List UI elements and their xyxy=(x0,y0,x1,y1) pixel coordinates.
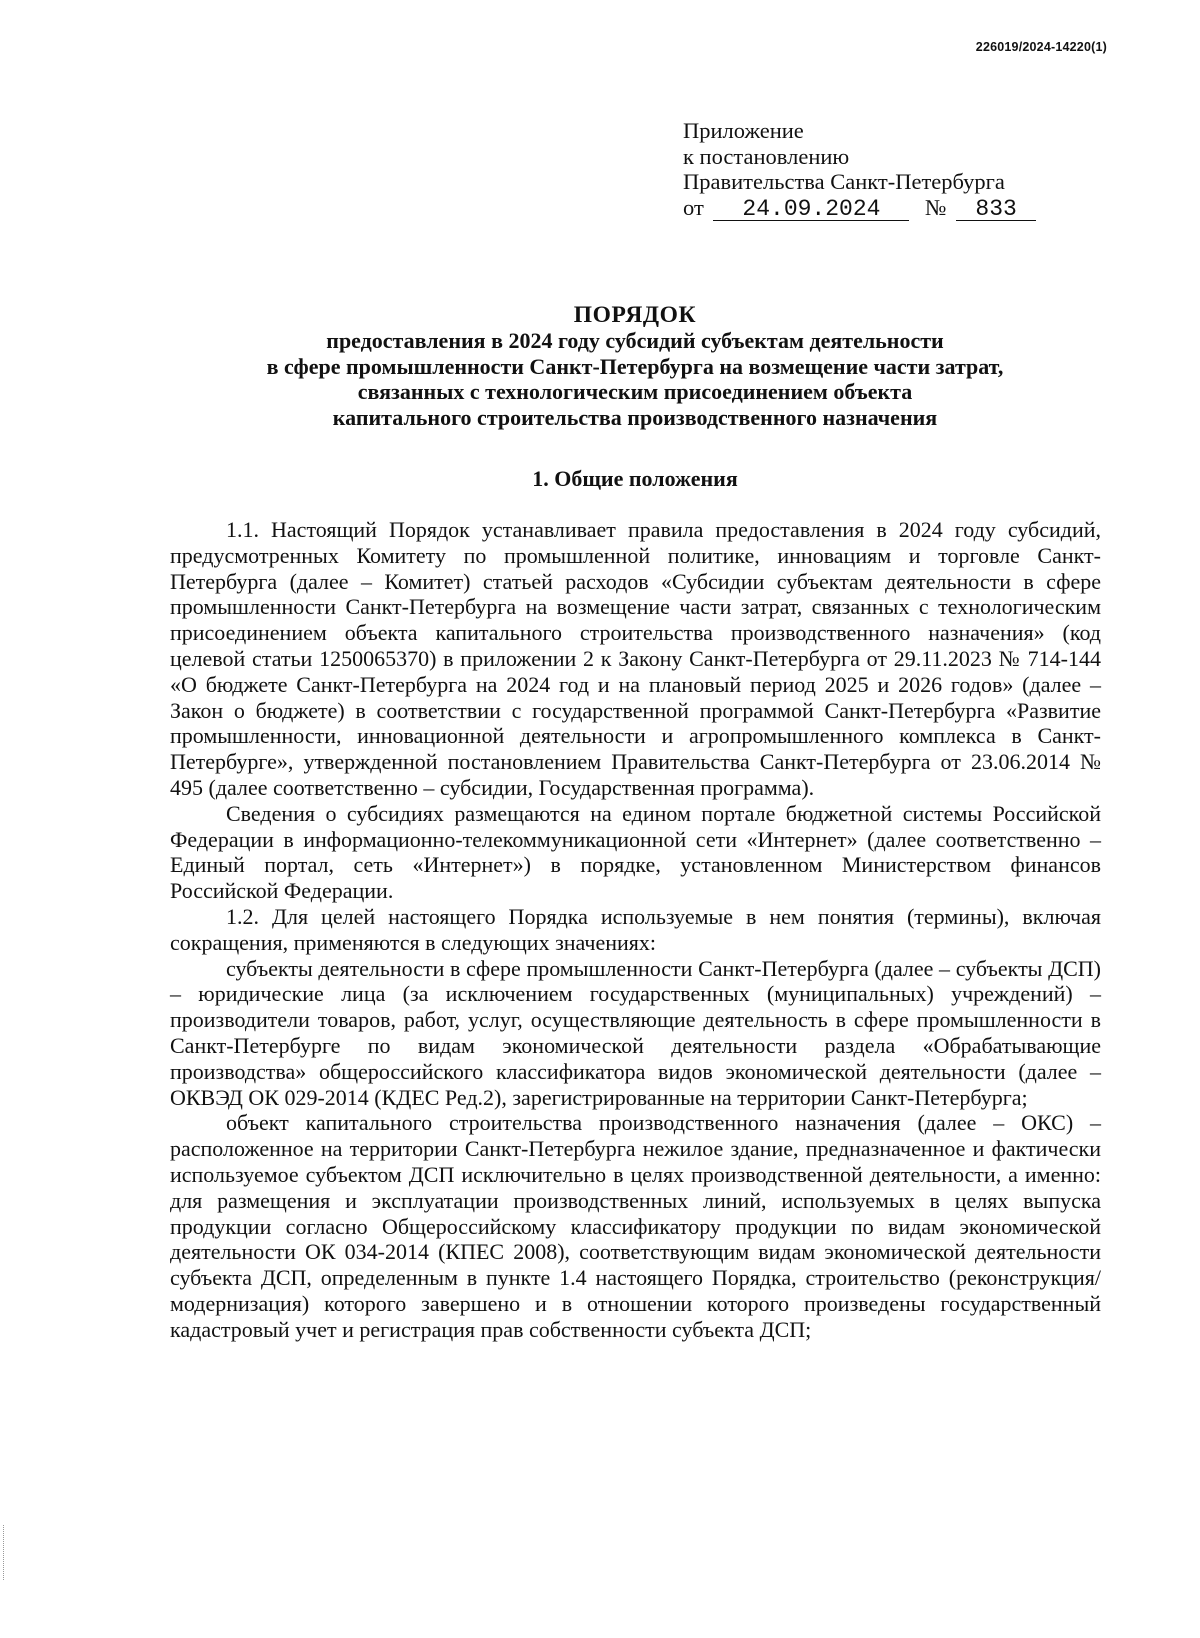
document-subtitle-line: капитального строительства производственного назначения xyxy=(332,404,938,430)
appendix-line: Приложение xyxy=(683,118,804,143)
document-subtitle-line: в сфере промышленности Санкт-Петербурга на возмещение части затрат, xyxy=(266,353,1004,379)
paragraph: объект капитального строительства производственного назначения (далее – ОКС) – расположенное на территории Санкт-Петербурга нежилое здание, предназначенное и фактически используемое субъектом ДСП исключительно в целях производственной деятельности, а именно: для размещения и эксплуатации производственных линий, используемых в целях выпуска продукции согласно Общероссийскому классификатору продукции по видам экономической деятельности ОК 034-2014 (КПЕС 2008), соответствующим видам экономической деятельности субъекта ДСП, определенным в пункте 1.4 настоящего Порядка, строительство (реконструкция/модернизация) которого завершено и в отношении которого произведены государственный кадастровый учет и регистрация прав собственности субъекта ДСП; xyxy=(170,1110,1101,1342)
paragraph: Сведения о субсидиях размещаются на едином портале бюджетной системы Российской Федерации в информационно-телекоммуникационной сети «Интернет» (далее соответственно – Единый портал, сеть «Интернет») в порядке, установленном Министерством финансов Российской Федерации. xyxy=(170,800,1101,904)
document-title: ПОРЯДОК xyxy=(573,302,697,328)
paragraph: 1.2. Для целей настоящего Порядка используемые в нем понятия (термины), включая сокращения, применяются в следующих значениях: xyxy=(170,903,1101,955)
paragraph: 1.1. Настоящий Порядок устанавливает правила предоставления в 2024 году субсидий, предусмотренных Комитету по промышленной политике, инновациям и торговле Санкт-Петербурга (далее – Комитет) статьей расходов «Субсидии субъектам деятельности в сфере промышленности Санкт-Петербурга на возмещение части затрат, связанных с технологическим присоединением объекта капитального строительства производственного назначения» (код целевой статьи 1250065370) в приложении 2 к Закону Санкт-Петербурга от 29.11.2023 № 714-144 «О бюджете Санкт-Петербурга на 2024 год и на плановый период 2025 и 2026 годов» (далее – Закон о бюджете) в соответствии с государственной программой Санкт-Петербурга «Развитие промышленности, инновационной деятельности и агропромышленного комплекса в Санкт-Петербурге», утвержденной постановлением Правительства Санкт-Петербурга от 23.06.2014 № 495 (далее соответственно – субсидии, Государственная программа). xyxy=(170,517,1101,800)
resolution-number: 833 xyxy=(956,198,1036,221)
resolution-date: 24.09.2024 xyxy=(713,198,909,221)
document-subtitle-line: связанных с технологическим присоединением объекта xyxy=(357,379,913,404)
from-label: от xyxy=(683,194,704,220)
scan-margin-mark xyxy=(3,1525,5,1580)
document-body xyxy=(170,517,1101,1343)
appendix-line: Правительства Санкт-Петербурга xyxy=(683,169,1005,194)
number-label: № xyxy=(925,194,947,220)
paragraph: субъекты деятельности в сфере промышленности Санкт-Петербурга (далее – субъекты ДСП) – юридические лица (за исключением государственных (муниципальных) учреждений) – производители товаров, работ, услуг, осуществляющие деятельность в сфере промышленности в Санкт-Петербурге по видам экономической деятельности раздела «Обрабатывающие производства» общероссийского классификатора видов экономической деятельности (далее – ОКВЭД ОК 029-2014 (КДЕС Ред.2), зарегистрированные на территории Санкт-Петербурга; xyxy=(170,955,1101,1110)
appendix-date-line xyxy=(683,195,1043,221)
appendix-line: к постановлению xyxy=(683,143,850,169)
section-title: 1. Общие положения xyxy=(532,466,738,491)
document-heading xyxy=(170,302,1100,430)
document-number: 226019/2024-14220(1) xyxy=(975,40,1107,54)
document-subtitle-line: предоставления в 2024 году субсидий субъектам деятельности xyxy=(326,328,944,353)
appendix-block xyxy=(683,118,1043,221)
